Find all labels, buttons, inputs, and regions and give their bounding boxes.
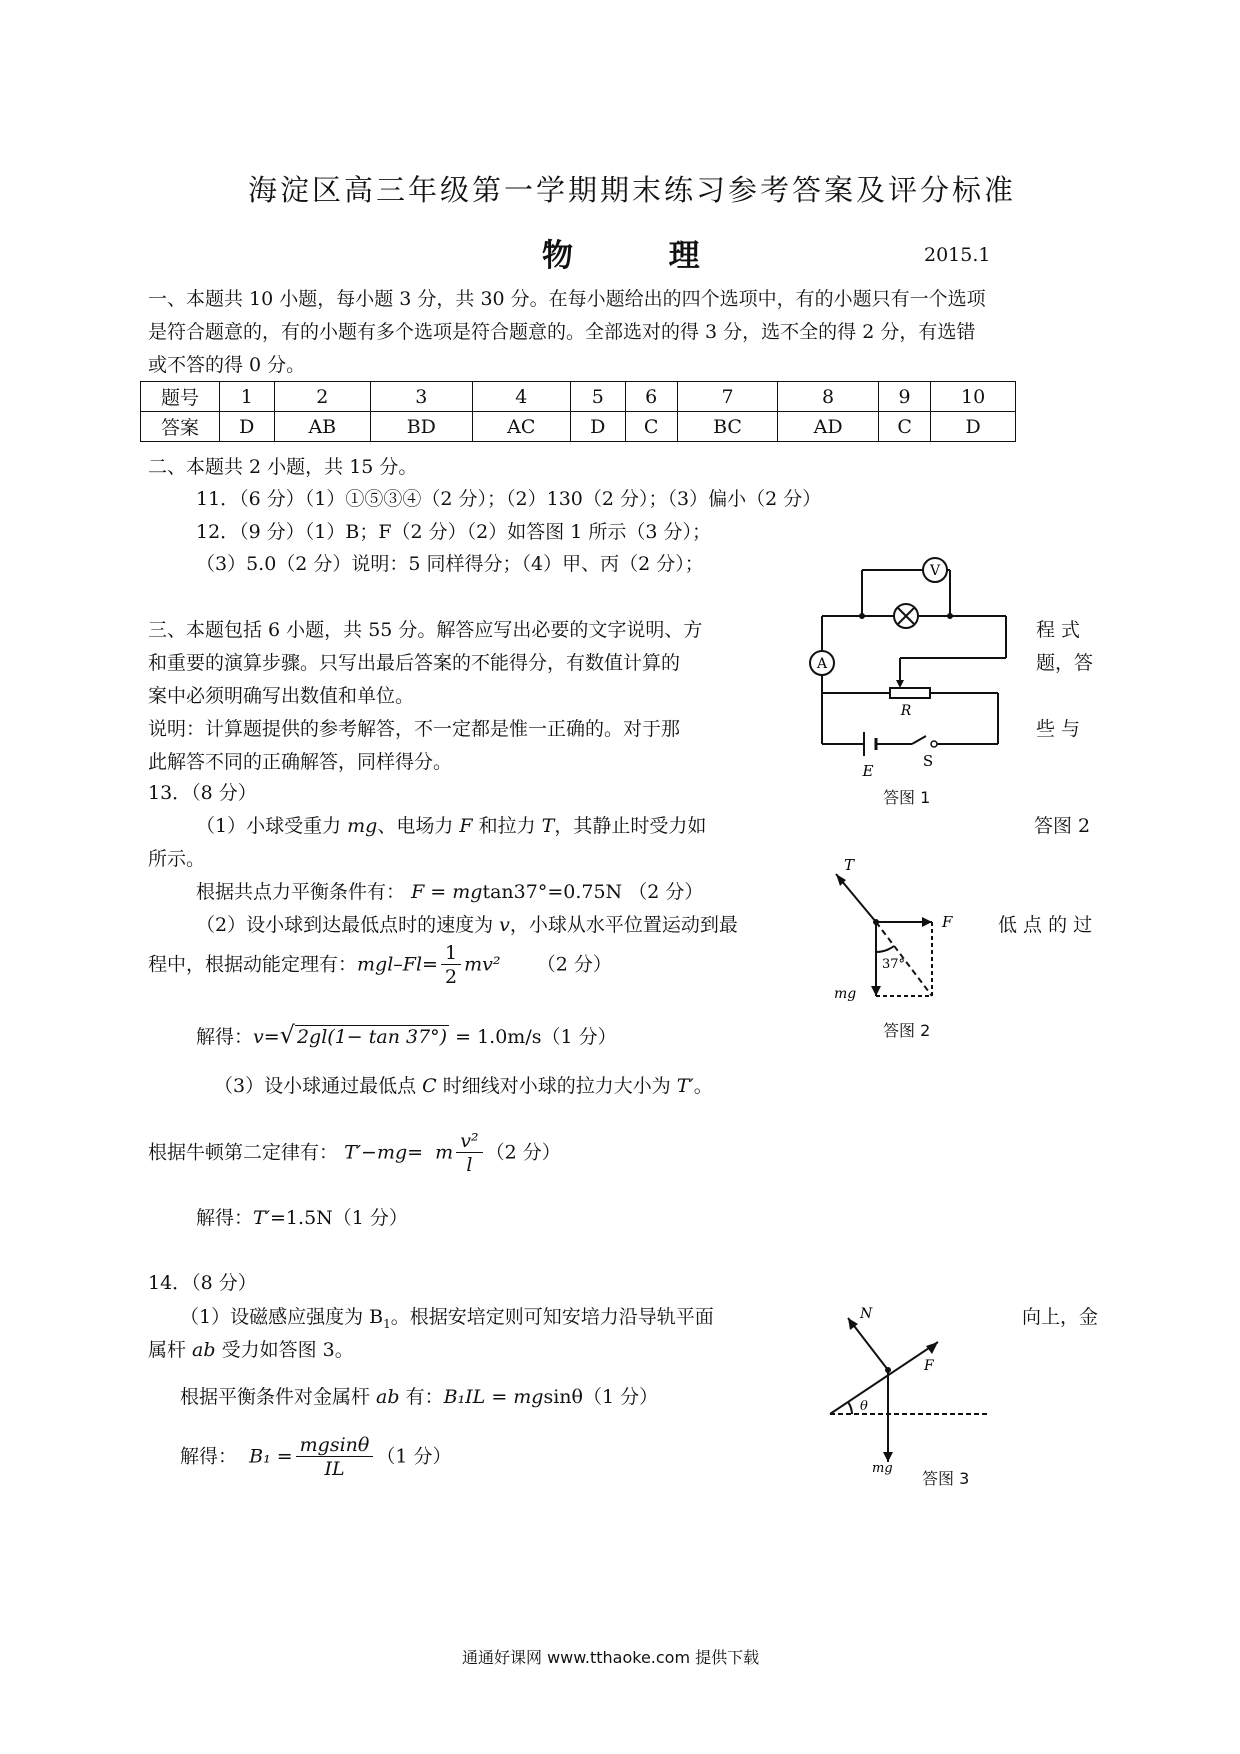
electric-force-label: F: [942, 913, 953, 931]
table-cell: C: [878, 412, 930, 442]
table-cell: 6: [625, 382, 677, 412]
table-cell: C: [625, 412, 677, 442]
tension-label: T: [844, 856, 855, 874]
figure1-caption: 答图 1: [883, 788, 931, 807]
gravity-arrow-icon: [871, 986, 881, 996]
force-diagram-ball: [820, 856, 960, 1016]
answer-table: [140, 381, 1016, 442]
part3-line4: 说明：计算题提供的参考解答，不一定都是惟一正确的。对于那: [148, 718, 681, 740]
battery-label: E: [862, 762, 874, 780]
ampere-force-arrow-icon: [926, 1342, 938, 1354]
part1-line2: 是符合题意的，有的小题有多个选项是符合题意的。全部选对的得 3 分，选不全的得 2 分，有选错: [148, 321, 976, 343]
table-cell: 5: [570, 382, 625, 412]
figure2-caption: 答图 2: [883, 1021, 931, 1040]
table-cell: 8: [778, 382, 879, 412]
switch-contact: [931, 741, 937, 747]
ammeter-label: A: [816, 656, 828, 672]
q14-step1-cont: 属杆 ab 受力如答图 3。: [148, 1339, 354, 1361]
q13-step1: （1）小球受重力 mg、电场力 F 和拉力 T，其静止时受力如: [196, 815, 707, 837]
electric-force-arrow-icon: [922, 917, 932, 927]
part3-line5: 此解答不同的正确解答，同样得分。: [148, 751, 453, 773]
gravity-label: mg: [834, 986, 857, 1002]
table-cell: D: [220, 412, 275, 442]
table-cell: 9: [878, 382, 930, 412]
q13-step3: （3）设小球通过最低点 C 时细线对小球的拉力大小为 T′。: [214, 1075, 713, 1097]
q14-solution: 解得： B₁ = $\frac{mgsin\theta}{IL}$ （1 分）: [180, 1434, 452, 1480]
rod-point: [885, 1367, 891, 1373]
q14-equilibrium: 根据平衡条件对金属杆 ab 有：B₁IL = mgsinθ（1 分）: [180, 1386, 659, 1408]
part1-line3: 或不答的得 0 分。: [148, 354, 306, 376]
voltmeter-label: V: [929, 563, 941, 579]
part1-line1: 一、本题共 10 小题，每小题 3 分，共 30 分。在每小题给出的四个选项中，有的小题只有一个选项: [148, 288, 986, 310]
table-cell: 1: [220, 382, 275, 412]
table-cell: BD: [371, 412, 473, 442]
q13-energy-equation: 程中，根据动能定理有：mgl–Fl= $\frac{1}{2}$ mv² （2 分）: [148, 942, 612, 988]
junction-dot: [947, 613, 953, 619]
page-title: 海淀区高三年级第一学期期末练习参考答案及评分标准: [248, 173, 1017, 207]
table-cell: D: [931, 412, 1016, 442]
slider-arrow-icon: [896, 680, 904, 688]
q13-step2-right: 低 点 的 过: [998, 914, 1093, 936]
subject-char-1: 物: [542, 238, 573, 274]
angle-label: 37°: [882, 957, 906, 972]
exam-date: 2015.1: [924, 244, 991, 266]
part3-line1: 三、本题包括 6 小题，共 55 分。解答应写出必要的文字说明、方: [148, 619, 703, 641]
table-cell: D: [570, 412, 625, 442]
part3-line4-right: 些 与: [1036, 718, 1081, 740]
q14-heading: 14．（8 分）: [148, 1272, 257, 1294]
gravity-label: mg: [872, 1461, 893, 1476]
q13-heading: 13．（8 分）: [148, 782, 257, 804]
ampere-force-label: F: [924, 1358, 934, 1374]
switch-label: S: [922, 752, 934, 770]
q13-equilibrium: 根据共点力平衡条件有： F = mgtan37°=0.75N （2 分）: [196, 881, 704, 903]
q13-step1-right: 答图 2: [1034, 815, 1091, 837]
part3-line2: 和重要的演算步骤。只写出最后答案的不能得分，有数值计算的: [148, 652, 681, 674]
table-row-numbers: [141, 382, 1016, 412]
table-header-answer: 答案: [141, 412, 220, 442]
part3-line2-right: 题，答: [1036, 652, 1094, 674]
q13-newton-equation: 根据牛顿第二定律有： T′−mg= m $\frac{\text{v²}}{l}$ （2 分）: [148, 1130, 561, 1176]
q13-step1-cont: 所示。: [148, 848, 206, 870]
figure3-caption: 答图 3: [922, 1469, 970, 1488]
table-cell: AB: [274, 412, 370, 442]
part3-line1-right: 程 式: [1036, 619, 1081, 641]
table-row-answers: [141, 412, 1016, 442]
circuit-diagram: [800, 548, 1020, 780]
table-cell: 10: [931, 382, 1016, 412]
rheostat-label: R: [900, 703, 912, 719]
table-cell: 7: [677, 382, 777, 412]
table-cell: BC: [677, 412, 777, 442]
part2-heading: 二、本题共 2 小题，共 15 分。: [148, 456, 418, 478]
q11-answer: 11．（6 分）（1）①⑤③④（2 分）；（2）130（2 分）；（3）偏小（2 分）: [196, 488, 822, 510]
q13-step2: （2）设小球到达最低点时的速度为 v，小球从水平位置运动到最: [196, 914, 738, 936]
table-cell: 4: [472, 382, 570, 412]
q14-step1-right: 向上，金: [1022, 1306, 1099, 1328]
table-cell: 3: [371, 382, 473, 412]
subject-char-2: 理: [668, 238, 700, 274]
table-cell: 2: [274, 382, 370, 412]
table-cell: AC: [472, 412, 570, 442]
theta-label: θ: [860, 1399, 868, 1414]
ball-point: [873, 919, 879, 925]
footer-source: 通通好课网 www.tthaoke.com 提供下载: [462, 1648, 760, 1667]
q13-velocity-solution: 解得：v=√ 2gl(1− tan 37°) = 1.0m/s（1 分）: [196, 1021, 617, 1049]
q13-tension-solution: 解得：T′=1.5N（1 分）: [196, 1207, 408, 1229]
force-diagram-rod: [820, 1302, 1000, 1476]
q14-step1: （1）设磁感应强度为 $B_1$。根据安培定则可知安培力沿导轨平面: [180, 1306, 714, 1331]
table-header-number: 题号: [141, 382, 220, 412]
normal-force-label: N: [860, 1306, 873, 1322]
part3-line3: 案中必须明确写出数值和单位。: [148, 685, 415, 707]
junction-dot: [859, 613, 865, 619]
subject-title: [542, 230, 700, 275]
q12-answer-line1: 12．（9 分）（1）B；F（2 分）（2）如答图 1 所示（3 分）；: [196, 521, 712, 543]
q12-answer-line2: （3）5.0（2 分）说明：5 同样得分；（4）甲、丙（2 分）；: [196, 553, 704, 575]
table-cell: AD: [778, 412, 879, 442]
